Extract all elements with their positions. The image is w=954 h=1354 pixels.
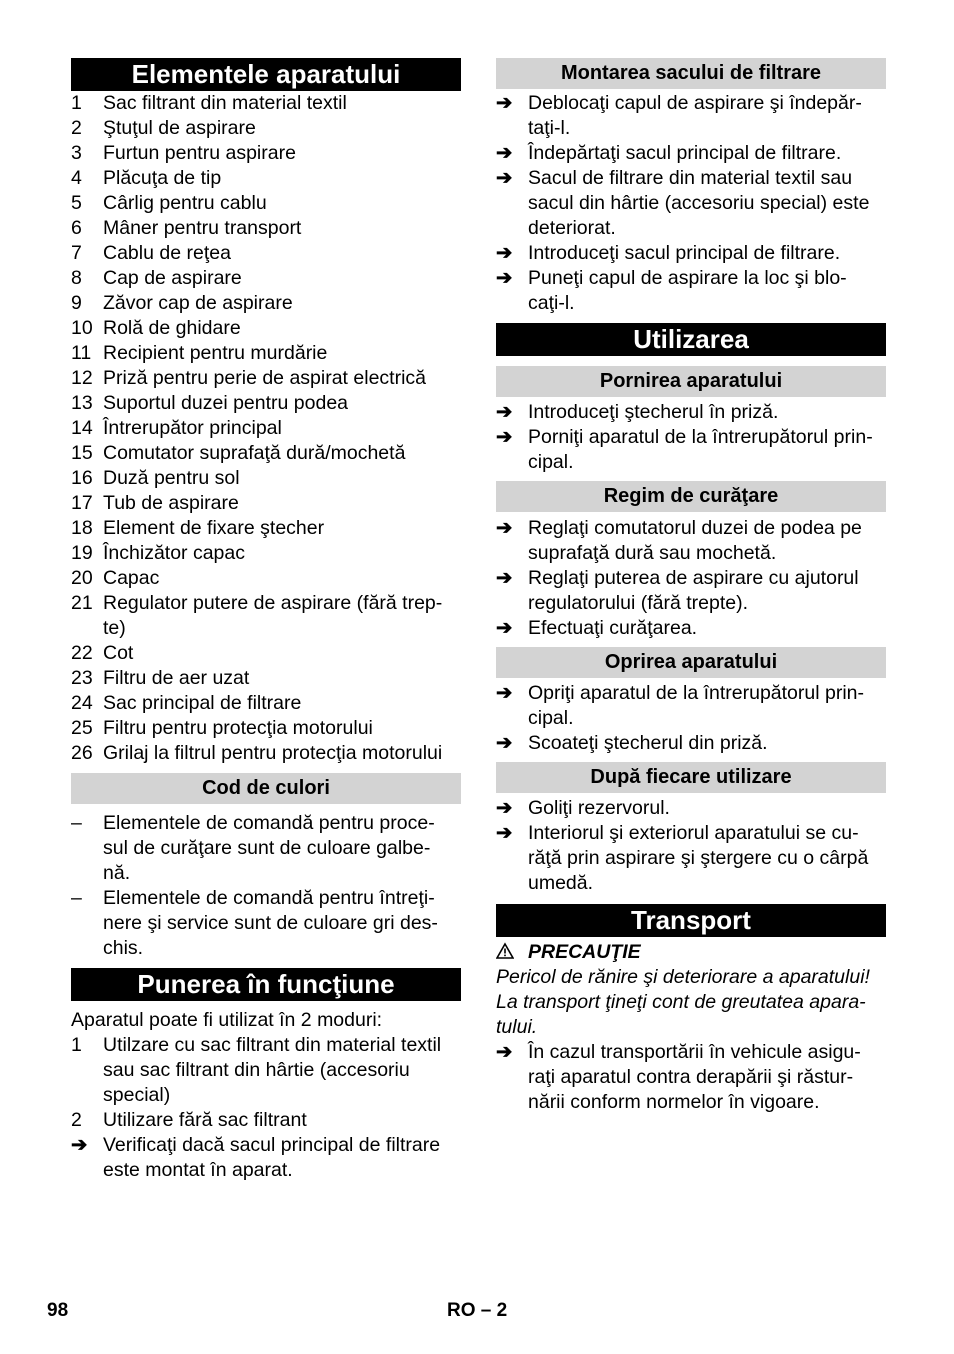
- item-text: Introduceţi ştecherul în priză.: [528, 401, 779, 423]
- item-number: 8: [71, 267, 82, 289]
- item-number: 24: [71, 692, 93, 714]
- item-text: Efectuaţi curăţarea.: [528, 617, 698, 639]
- item-text: Goliţi rezervorul.: [528, 797, 670, 819]
- list-item: [71, 811, 461, 886]
- item-text: Elementele de comandă pentru întreţi- nere şi service sunt de culoare gri des- chis.: [103, 887, 438, 959]
- step-item: [496, 1040, 886, 1115]
- page-section-label: RO – 2: [447, 1300, 508, 1321]
- item-number: 6: [71, 217, 82, 239]
- list-item: [71, 391, 461, 416]
- item-text: Întrerupător principal: [103, 417, 282, 439]
- item-text: Scoateţi ştecherul din priză.: [528, 732, 768, 754]
- heading-montarea-sacului: Montarea sacului de filtrare: [496, 58, 886, 89]
- item-text: Sac principal de filtrare: [103, 692, 302, 714]
- elements-list: [71, 91, 461, 766]
- list-item: [71, 691, 461, 716]
- item-text: Ştuţul de aspirare: [103, 117, 256, 139]
- item-number: 7: [71, 242, 82, 264]
- item-text: Sacul de filtrare din material textil sau sacul din hârtie (accesoriu special) este deteriorat.: [528, 167, 870, 239]
- list-item: [71, 141, 461, 166]
- list-item: [71, 216, 461, 241]
- list-item: [71, 641, 461, 666]
- item-text: Zăvor cap de aspirare: [103, 292, 293, 314]
- item-number: 1: [71, 92, 82, 114]
- caution-text: Pericol de rănire şi deteriorare a aparatului! La transport ţineţi cont de greutatea apara- tului.: [496, 966, 870, 1038]
- arrow-right-icon: ➔: [496, 242, 513, 264]
- item-text: Grilaj la filtrul pentru protecţia motorului: [103, 742, 443, 764]
- item-number: 4: [71, 167, 82, 189]
- clean-list: [496, 516, 886, 641]
- item-text: Porniţi aparatul de la întrerupătorul prin- cipal.: [528, 426, 873, 473]
- item-text: Reglaţi comutatorul duzei de podea pe suprafaţă dură sau mochetă.: [528, 517, 862, 564]
- item-text: Reglaţi puterea de aspirare cu ajutorul regulatorului (fără trepte).: [528, 567, 859, 614]
- startup-list: [71, 1033, 461, 1183]
- arrow-right-icon: ➔: [496, 617, 513, 639]
- startup-intro: Aparatul poate fi utilizat în 2 moduri:: [71, 1009, 383, 1031]
- item-text: Tub de aspirare: [103, 492, 239, 514]
- list-item: [71, 416, 461, 441]
- arrow-right-icon: ➔: [496, 797, 513, 819]
- heading-transport: Transport: [496, 904, 886, 937]
- list-item: [71, 1133, 461, 1183]
- item-text: Duză pentru sol: [103, 467, 240, 489]
- list-item: [71, 1108, 461, 1133]
- item-number: 17: [71, 492, 93, 514]
- heading-dupa-fiecare-utilizare: După fiecare utilizare: [496, 762, 886, 793]
- list-item: [71, 441, 461, 466]
- list-item: [71, 716, 461, 741]
- caution-heading: [496, 940, 886, 965]
- item-text: Element de fixare ştecher: [103, 517, 325, 539]
- item-number: 10: [71, 317, 93, 339]
- list-item: [71, 241, 461, 266]
- item-number: 23: [71, 667, 93, 689]
- step-item: [496, 91, 886, 141]
- step-item: [496, 731, 886, 756]
- mount-list: [496, 91, 886, 316]
- step-item: [496, 400, 886, 425]
- stop-list: [496, 681, 886, 756]
- colors-list: [71, 811, 461, 961]
- item-text: Furtun pentru aspirare: [103, 142, 296, 164]
- after-list: [496, 796, 886, 896]
- list-item: [71, 166, 461, 191]
- item-text: Cot: [103, 642, 134, 664]
- item-text: Filtru pentru protecţia motorului: [103, 717, 373, 739]
- arrow-right-icon: ➔: [496, 682, 513, 704]
- item-text: Elementele de comandă pentru proce- sul de curăţare sunt de culoare galbe- nă.: [103, 812, 435, 884]
- item-text: Interiorul şi exteriorul aparatului se cu- răţă prin aspirare şi ştergere cu o cârpă umedă.: [528, 822, 869, 894]
- item-text: În cazul transportării în vehicule asigu- raţi aparatul contra derapării şi răstur- nării conform normelor în vigoare.: [528, 1041, 861, 1113]
- item-text: Îndepărtaţi sacul principal de filtrare.: [528, 142, 842, 164]
- item-text: Opriţi aparatul de la întrerupătorul prin- cipal.: [528, 682, 865, 729]
- step-item: [496, 821, 886, 896]
- item-text: Plăcuţa de tip: [103, 167, 222, 189]
- step-item: [496, 425, 886, 475]
- arrow-right-icon: ➔: [496, 401, 513, 423]
- list-item: [71, 516, 461, 541]
- heading-cod-de-culori: Cod de culori: [71, 773, 461, 804]
- left-column: [71, 58, 461, 1183]
- list-item: [71, 116, 461, 141]
- item-number: 18: [71, 517, 93, 539]
- item-text: Regulator putere de aspirare (fără trep- te): [103, 592, 443, 639]
- list-item: [71, 541, 461, 566]
- step-item: [496, 796, 886, 821]
- right-column: [496, 58, 886, 1115]
- item-text: Puneţi capul de aspirare la loc şi blo- caţi-l.: [528, 267, 847, 314]
- item-number: 25: [71, 717, 93, 739]
- item-text: Comutator suprafaţă dură/mochetă: [103, 442, 406, 464]
- arrow-right-icon: ➔: [496, 426, 513, 448]
- list-item: [71, 91, 461, 116]
- item-number: 5: [71, 192, 82, 214]
- list-item: [71, 191, 461, 216]
- heading-punerea-in-functiune: Punerea în funcţiune: [71, 968, 461, 1001]
- item-text: Sac filtrant din material textil: [103, 92, 347, 114]
- item-text: Cap de aspirare: [103, 267, 242, 289]
- list-item: [71, 1033, 461, 1108]
- heading-elementele-aparatului: Elementele aparatului: [71, 58, 461, 91]
- item-number: 1: [71, 1034, 82, 1056]
- item-number: 15: [71, 442, 93, 464]
- arrow-right-icon: ➔: [496, 1041, 513, 1063]
- item-number: 3: [71, 142, 82, 164]
- item-number: 26: [71, 742, 93, 764]
- step-item: [496, 616, 886, 641]
- item-number: 19: [71, 542, 93, 564]
- item-text: Introduceţi sacul principal de filtrare.: [528, 242, 841, 264]
- item-number: 14: [71, 417, 93, 439]
- item-text: Verificaţi dacă sacul principal de filtrare este montat în aparat.: [103, 1134, 441, 1181]
- arrow-right-icon: ➔: [496, 517, 513, 539]
- list-item: [71, 466, 461, 491]
- arrow-right-icon: ➔: [496, 732, 513, 754]
- arrow-right-icon: ➔: [496, 92, 513, 114]
- dash-bullet: –: [71, 887, 82, 909]
- list-item: [71, 266, 461, 291]
- page-number: 98: [47, 1300, 69, 1321]
- dash-bullet: –: [71, 812, 82, 834]
- item-text: Rolă de ghidare: [103, 317, 241, 339]
- item-number: 16: [71, 467, 93, 489]
- arrow-right-icon: ➔: [496, 167, 513, 189]
- item-text: Filtru de aer uzat: [103, 667, 250, 689]
- item-text: Cârlig pentru cablu: [103, 192, 267, 214]
- item-text: Utilzare cu sac filtrant din material textil sau sac filtrant din hârtie (accesoriu special): [103, 1034, 442, 1106]
- item-number: 13: [71, 392, 93, 414]
- item-text: Închizător capac: [103, 542, 245, 564]
- heading-regim-de-curatare: Regim de curăţare: [496, 481, 886, 512]
- arrow-right-icon: ➔: [496, 567, 513, 589]
- list-item: [71, 886, 461, 961]
- list-item: [71, 316, 461, 341]
- arrow-right-icon: ➔: [496, 267, 513, 289]
- list-item: [71, 591, 461, 641]
- list-item: [71, 741, 461, 766]
- item-text: Cablu de reţea: [103, 242, 231, 264]
- arrow-right-icon: ➔: [71, 1134, 88, 1156]
- list-item: [71, 341, 461, 366]
- arrow-right-icon: ➔: [496, 822, 513, 844]
- caution-label: PRECAUŢIE: [528, 941, 641, 963]
- item-text: Mâner pentru transport: [103, 217, 302, 239]
- heading-utilizarea: Utilizarea: [496, 323, 886, 356]
- item-text: Utilizare fără sac filtrant: [103, 1109, 307, 1131]
- item-text: Priză pentru perie de aspirat electrică: [103, 367, 426, 389]
- item-text: Capac: [103, 567, 160, 589]
- warning-triangle-icon: [496, 940, 528, 965]
- item-number: 22: [71, 642, 93, 664]
- heading-pornirea-aparatului: Pornirea aparatului: [496, 366, 886, 397]
- start-list: [496, 400, 886, 475]
- step-item: [496, 516, 886, 566]
- item-text: Suportul duzei pentru podea: [103, 392, 349, 414]
- list-item: [71, 666, 461, 691]
- item-number: 2: [71, 117, 82, 139]
- arrow-right-icon: ➔: [496, 142, 513, 164]
- step-item: [496, 166, 886, 241]
- item-number: 21: [71, 592, 93, 614]
- item-number: 9: [71, 292, 82, 314]
- list-item: [71, 291, 461, 316]
- step-item: [496, 266, 886, 316]
- item-number: 20: [71, 567, 93, 589]
- step-item: [496, 681, 886, 731]
- item-text: Deblocaţi capul de aspirare şi îndepăr- taţi-l.: [528, 92, 862, 139]
- item-text: Recipient pentru murdărie: [103, 342, 328, 364]
- heading-oprirea-aparatului: Oprirea aparatului: [496, 647, 886, 678]
- item-number: 12: [71, 367, 93, 389]
- list-item: [71, 491, 461, 516]
- step-item: [496, 141, 886, 166]
- list-item: [71, 366, 461, 391]
- list-item: [71, 566, 461, 591]
- step-item: [496, 566, 886, 616]
- step-item: [496, 241, 886, 266]
- item-number: 11: [71, 342, 92, 364]
- transport-list: [496, 1040, 886, 1115]
- item-number: 2: [71, 1109, 82, 1131]
